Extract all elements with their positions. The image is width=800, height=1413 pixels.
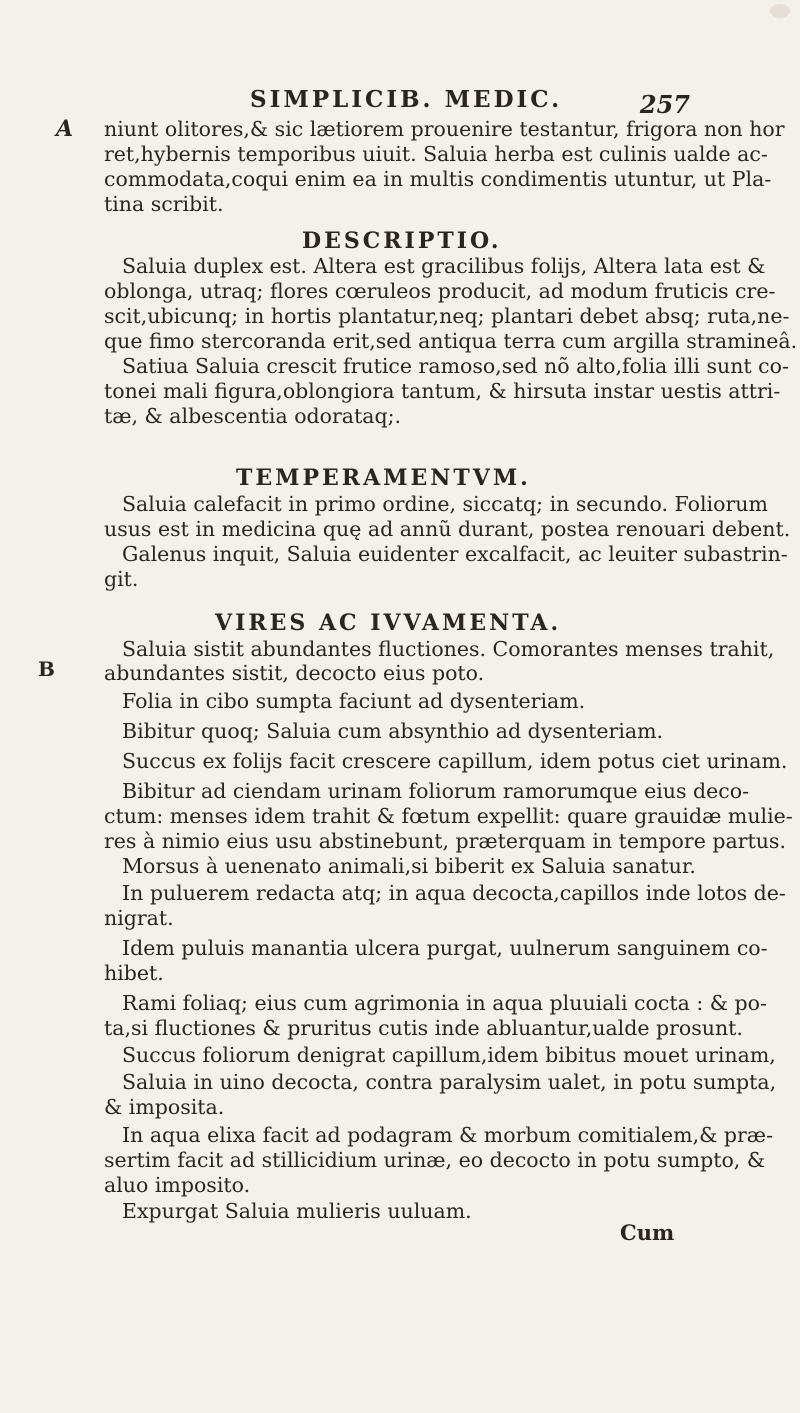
text-line: tæ, & albescentia odorataq;. [104,404,402,428]
text-line: oblonga, utraq; flores cœruleos producit, ad modum fruticis cre- [104,279,776,303]
text-line: abundantes sistit, decocto eius poto. [104,661,485,685]
paper-stain [770,4,790,18]
text-line: Morsus à uenenato animali,si biberit ex Saluia sanatur. [122,854,696,878]
page-header [250,86,690,118]
text-line: Succus foliorum denigrat capillum,idem bibitus mouet urinam, [122,1043,776,1067]
text-line: niunt olitores,& sic lætiorem prouenire testantur, frigora non hor [104,117,785,141]
text-line: ret,hybernis temporibus uiuit. Saluia herba est culinis ualde ac- [104,142,768,166]
text-line: git. [104,567,139,591]
text-line: hibet. [104,961,164,985]
text-line: Satiua Saluia crescit frutice ramoso,sed nõ alto,folia illi sunt co- [122,354,789,378]
text-line: nigrat. [104,906,174,930]
running-head: SIMPLICIB. MEDIC. [250,86,563,113]
text-line: Succus ex folijs facit crescere capillum, idem potus ciet urinam. [122,749,788,773]
text-line: Bibitur ad ciendam urinam foliorum ramorumque eius deco- [122,779,750,803]
heading-descriptio: DESCRIPTIO. [302,228,502,254]
text-line: aluo imposito. [104,1173,251,1197]
catchword: Cum [620,1220,675,1245]
text-line: Galenus inquit, Saluia euidenter excalfacit, ac leuiter subastrin- [122,542,788,566]
text-line: Bibitur quoq; Saluia cum absynthio ad dysenteriam. [122,719,664,743]
text-line: Expurgat Saluia mulieris uuluam. [122,1199,472,1223]
text-line: tonei mali figura,oblongiora tantum, & hirsuta instar uestis attri- [104,379,781,403]
text-line: Saluia calefacit in primo ordine, siccatq; in secundo. Foliorum [122,492,768,516]
heading-vires-ac-iuuamenta: VIRES AC IVVAMENTA. [215,610,562,636]
text-line: sertim facit ad stillicidium urinæ, eo decocto in potu sumpto, & [104,1148,766,1172]
text-line: Rami foliaq; eius cum agrimonia in aqua pluuiali cocta : & po- [122,991,767,1015]
text-line: usus est in medicina quę ad annũ durant, postea renouari debent. [104,517,791,541]
heading-temperamentum: TEMPERAMENTVM. [236,465,531,491]
text-line: Saluia duplex est. Altera est gracilibus folijs, Altera lata est & [122,254,766,278]
text-line: Saluia sistit abundantes fluctiones. Comorantes menses trahit, [122,637,775,661]
margin-letter-b: B [38,657,55,681]
text-line: Idem puluis manantia ulcera purgat, uulnerum sanguinem co- [122,936,768,960]
text-line: ctum: menses idem trahit & fœtum expellit: quare grauidæ mulie- [104,804,793,828]
margin-letter-a: A [56,116,74,142]
text-line: commodata,coqui enim ea in multis condimentis utuntur, ut Pla- [104,167,772,191]
text-line: & imposita. [104,1095,225,1119]
text-line: Folia in cibo sumpta faciunt ad dysenteriam. [122,689,586,713]
text-line: que fimo stercoranda erit,sed antiqua terra cum argilla stramineâ. [104,329,798,353]
text-line: res à nimio eius usu abstinebunt, præterquam in tempore partus. [104,829,786,853]
text-line: scit,ubicunq; in hortis plantatur,neq; plantari debet absq; ruta,ne- [104,304,790,328]
text-line: ta,si fluctiones & pruritus cutis inde abluantur,ualde prosunt. [104,1016,743,1040]
text-line: In aqua elixa facit ad podagram & morbum comitialem,& præ- [122,1123,774,1147]
text-line: In puluerem redacta atq; in aqua decocta,capillos inde lotos de- [122,881,786,905]
text-line: Saluia in uino decocta, contra paralysim ualet, in potu sumpta, [122,1070,777,1094]
page-number: 257 [639,90,690,119]
text-line: tina scribit. [104,192,224,216]
